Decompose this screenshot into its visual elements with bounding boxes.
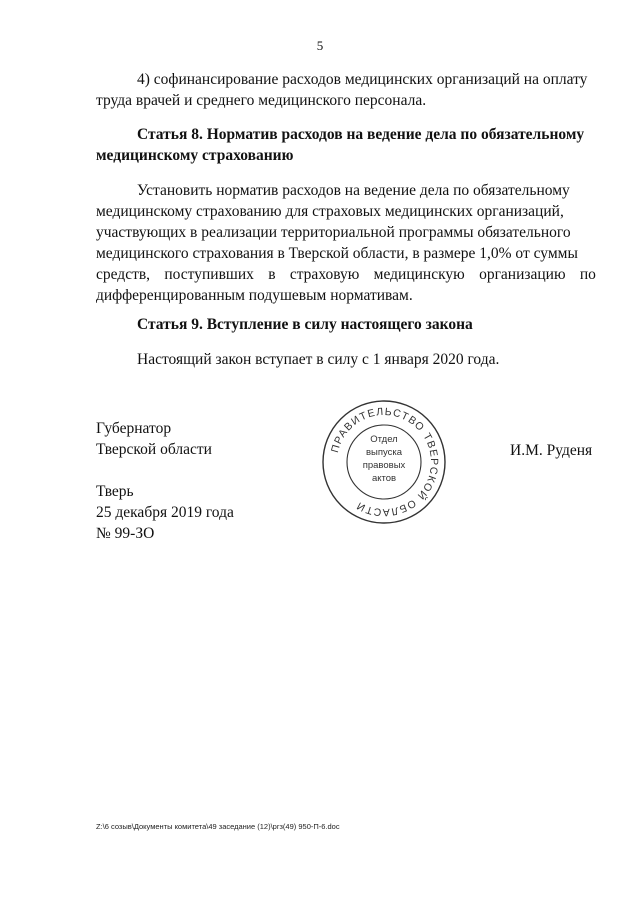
article-8-body-line-5: [96, 264, 596, 285]
seal-center-line-1: Отдел: [370, 434, 398, 445]
article-8-body-line-3: участвующих в реализации территориальной программы обязательного: [96, 224, 571, 241]
article-8-word: средств,: [96, 266, 151, 283]
seal-center-line-4: актов: [371, 473, 397, 484]
article-9-body-text: Настоящий закон вступает в силу с 1 января 2020 года.: [137, 351, 500, 368]
article-8-word: поступивших: [164, 266, 254, 283]
article-9-heading: [96, 314, 596, 335]
document-number: № 99-ЗО: [96, 525, 155, 542]
official-seal-stamp: [318, 396, 450, 528]
article-9-title: Статья 9. Вступление в силу настоящего закона: [137, 316, 473, 333]
item-4-line-2: труда врачей и среднего медицинского персонала.: [96, 92, 427, 109]
signer-position: [96, 418, 212, 460]
article-8-body-line-2: медицинскому страхованию для страховых медицинских организаций,: [96, 203, 564, 220]
item-4-paragraph: [96, 69, 596, 111]
article-8-word: по: [579, 266, 596, 283]
document-date: 25 декабря 2019 года: [96, 504, 234, 521]
article-8-word: организацию: [479, 266, 566, 283]
document-city: Тверь: [96, 483, 134, 500]
seal-center-line-3: правовых: [362, 460, 406, 471]
article-8-body-line-4: медицинского страхования в Тверской области, в размере 1,0% от суммы: [96, 245, 578, 262]
signer-position-line-2: Тверской области: [96, 441, 212, 458]
signer-position-line-1: Губернатор: [96, 420, 172, 437]
article-8-body: [96, 180, 596, 306]
signer-name: И.М. Руденя: [510, 442, 593, 459]
item-4-line-1: 4) софинансирование расходов медицинских организаций на оплату: [137, 71, 588, 88]
article-9-body: [96, 349, 596, 370]
article-8-body-line-6: дифференцированным подушевым нормативам.: [96, 287, 413, 304]
seal-center-line-2: выпуска: [365, 447, 403, 458]
article-8-body-line-1: Установить норматив расходов на ведение дела по обязательному: [137, 182, 570, 199]
footer-file-path: Z:\6 созыв\Документы комитета\49 заседание (12)\ргз(49) 950-П-6.doc: [96, 822, 340, 831]
article-8-title-line-2: медицинскому страхованию: [96, 147, 294, 164]
seal-ring-text: ПРАВИТЕЛЬСТВО ТВЕРСКОЙ ОБЛАСТИ: [328, 405, 441, 519]
document-details: [96, 481, 234, 544]
article-8-heading: [96, 124, 596, 166]
article-8-title-line-1: Статья 8. Норматив расходов на ведение дела по обязательному: [137, 126, 585, 143]
page-number: 5: [316, 38, 324, 53]
article-8-word: медицинскую: [373, 266, 465, 283]
article-8-word: страховую: [289, 266, 360, 283]
article-8-word: в: [268, 266, 276, 283]
